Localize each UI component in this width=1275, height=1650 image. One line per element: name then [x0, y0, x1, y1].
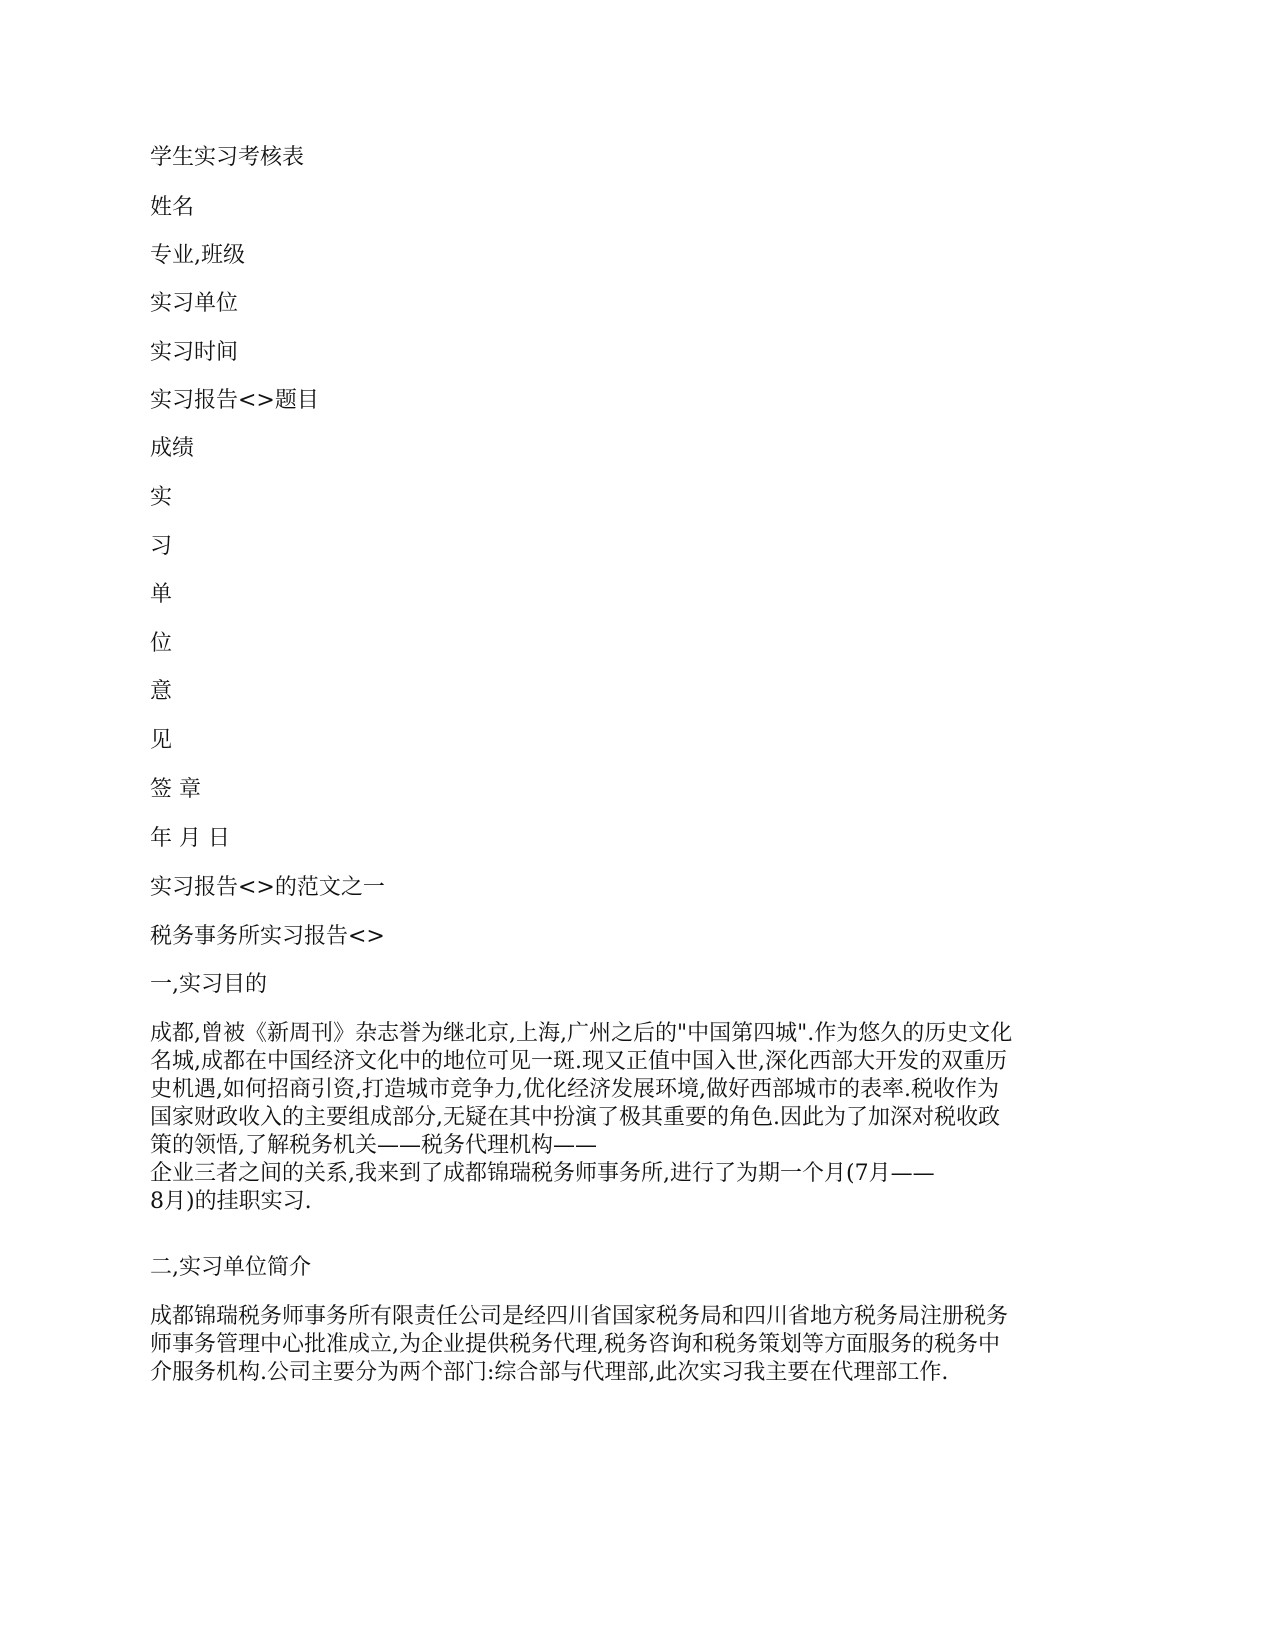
section-2-paragraph [150, 1303, 1125, 1387]
paragraph-line: 成都锦瑞税务师事务所有限责任公司是经四川省国家税务局和四川省地方税务局注册税务 [150, 1304, 1009, 1329]
paragraph-line: 8月)的挂职实习. [150, 1189, 312, 1214]
paragraph-line: 史机遇,如何招商引资,打造城市竞争力,优化经济发展环境,做好西部城市的表率.税收作为 [150, 1077, 999, 1102]
section-1-heading: 一,实习目的 [150, 972, 267, 997]
paragraph-line: 介服务机构.公司主要分为两个部门:综合部与代理部,此次实习我主要在代理部工作. [150, 1360, 949, 1385]
opinion-char: 单 [150, 582, 173, 607]
report-title: 税务事务所实习报告<> [150, 924, 385, 949]
section-1-paragraph [150, 1020, 1125, 1216]
sample-heading: 实习报告<>的范文之一 [150, 875, 385, 900]
internship-time-label: 实习时间 [150, 340, 239, 365]
seal-label: 签 章 [150, 777, 201, 802]
grade-label: 成绩 [150, 436, 195, 461]
paragraph-line: 企业三者之间的关系,我来到了成都锦瑞税务师事务所,进行了为期一个月(7月—— [150, 1161, 935, 1186]
paragraph-line: 成都,曾被《新周刊》杂志誉为继北京,上海,广州之后的"中国第四城".作为悠久的历史文化 [150, 1021, 1013, 1046]
major-class-label: 专业,班级 [150, 243, 245, 268]
report-title-label: 实习报告<>题目 [150, 388, 319, 413]
date-label: 年 月 日 [150, 826, 230, 851]
paragraph-line: 策的领悟,了解税务机关——税务代理机构—— [150, 1133, 597, 1158]
opinion-char: 习 [150, 534, 173, 559]
opinion-char: 意 [150, 679, 173, 704]
paragraph-line: 师事务管理中心批准成立,为企业提供税务代理,税务咨询和税务策划等方面服务的税务中 [150, 1332, 1000, 1357]
paragraph-line: 国家财政收入的主要组成部分,无疑在其中扮演了极其重要的角色.因此为了加深对税收政 [150, 1105, 1000, 1130]
section-2-heading: 二,实习单位简介 [150, 1255, 311, 1280]
form-title: 学生实习考核表 [150, 145, 305, 170]
internship-unit-label: 实习单位 [150, 291, 239, 316]
paragraph-line: 名城,成都在中国经济文化中的地位可见一斑.现又正值中国入世,深化西部大开发的双重历 [150, 1049, 1007, 1074]
opinion-char: 实 [150, 485, 173, 510]
name-label: 姓名 [150, 195, 195, 220]
opinion-char: 见 [150, 728, 173, 753]
opinion-char: 位 [150, 631, 173, 656]
